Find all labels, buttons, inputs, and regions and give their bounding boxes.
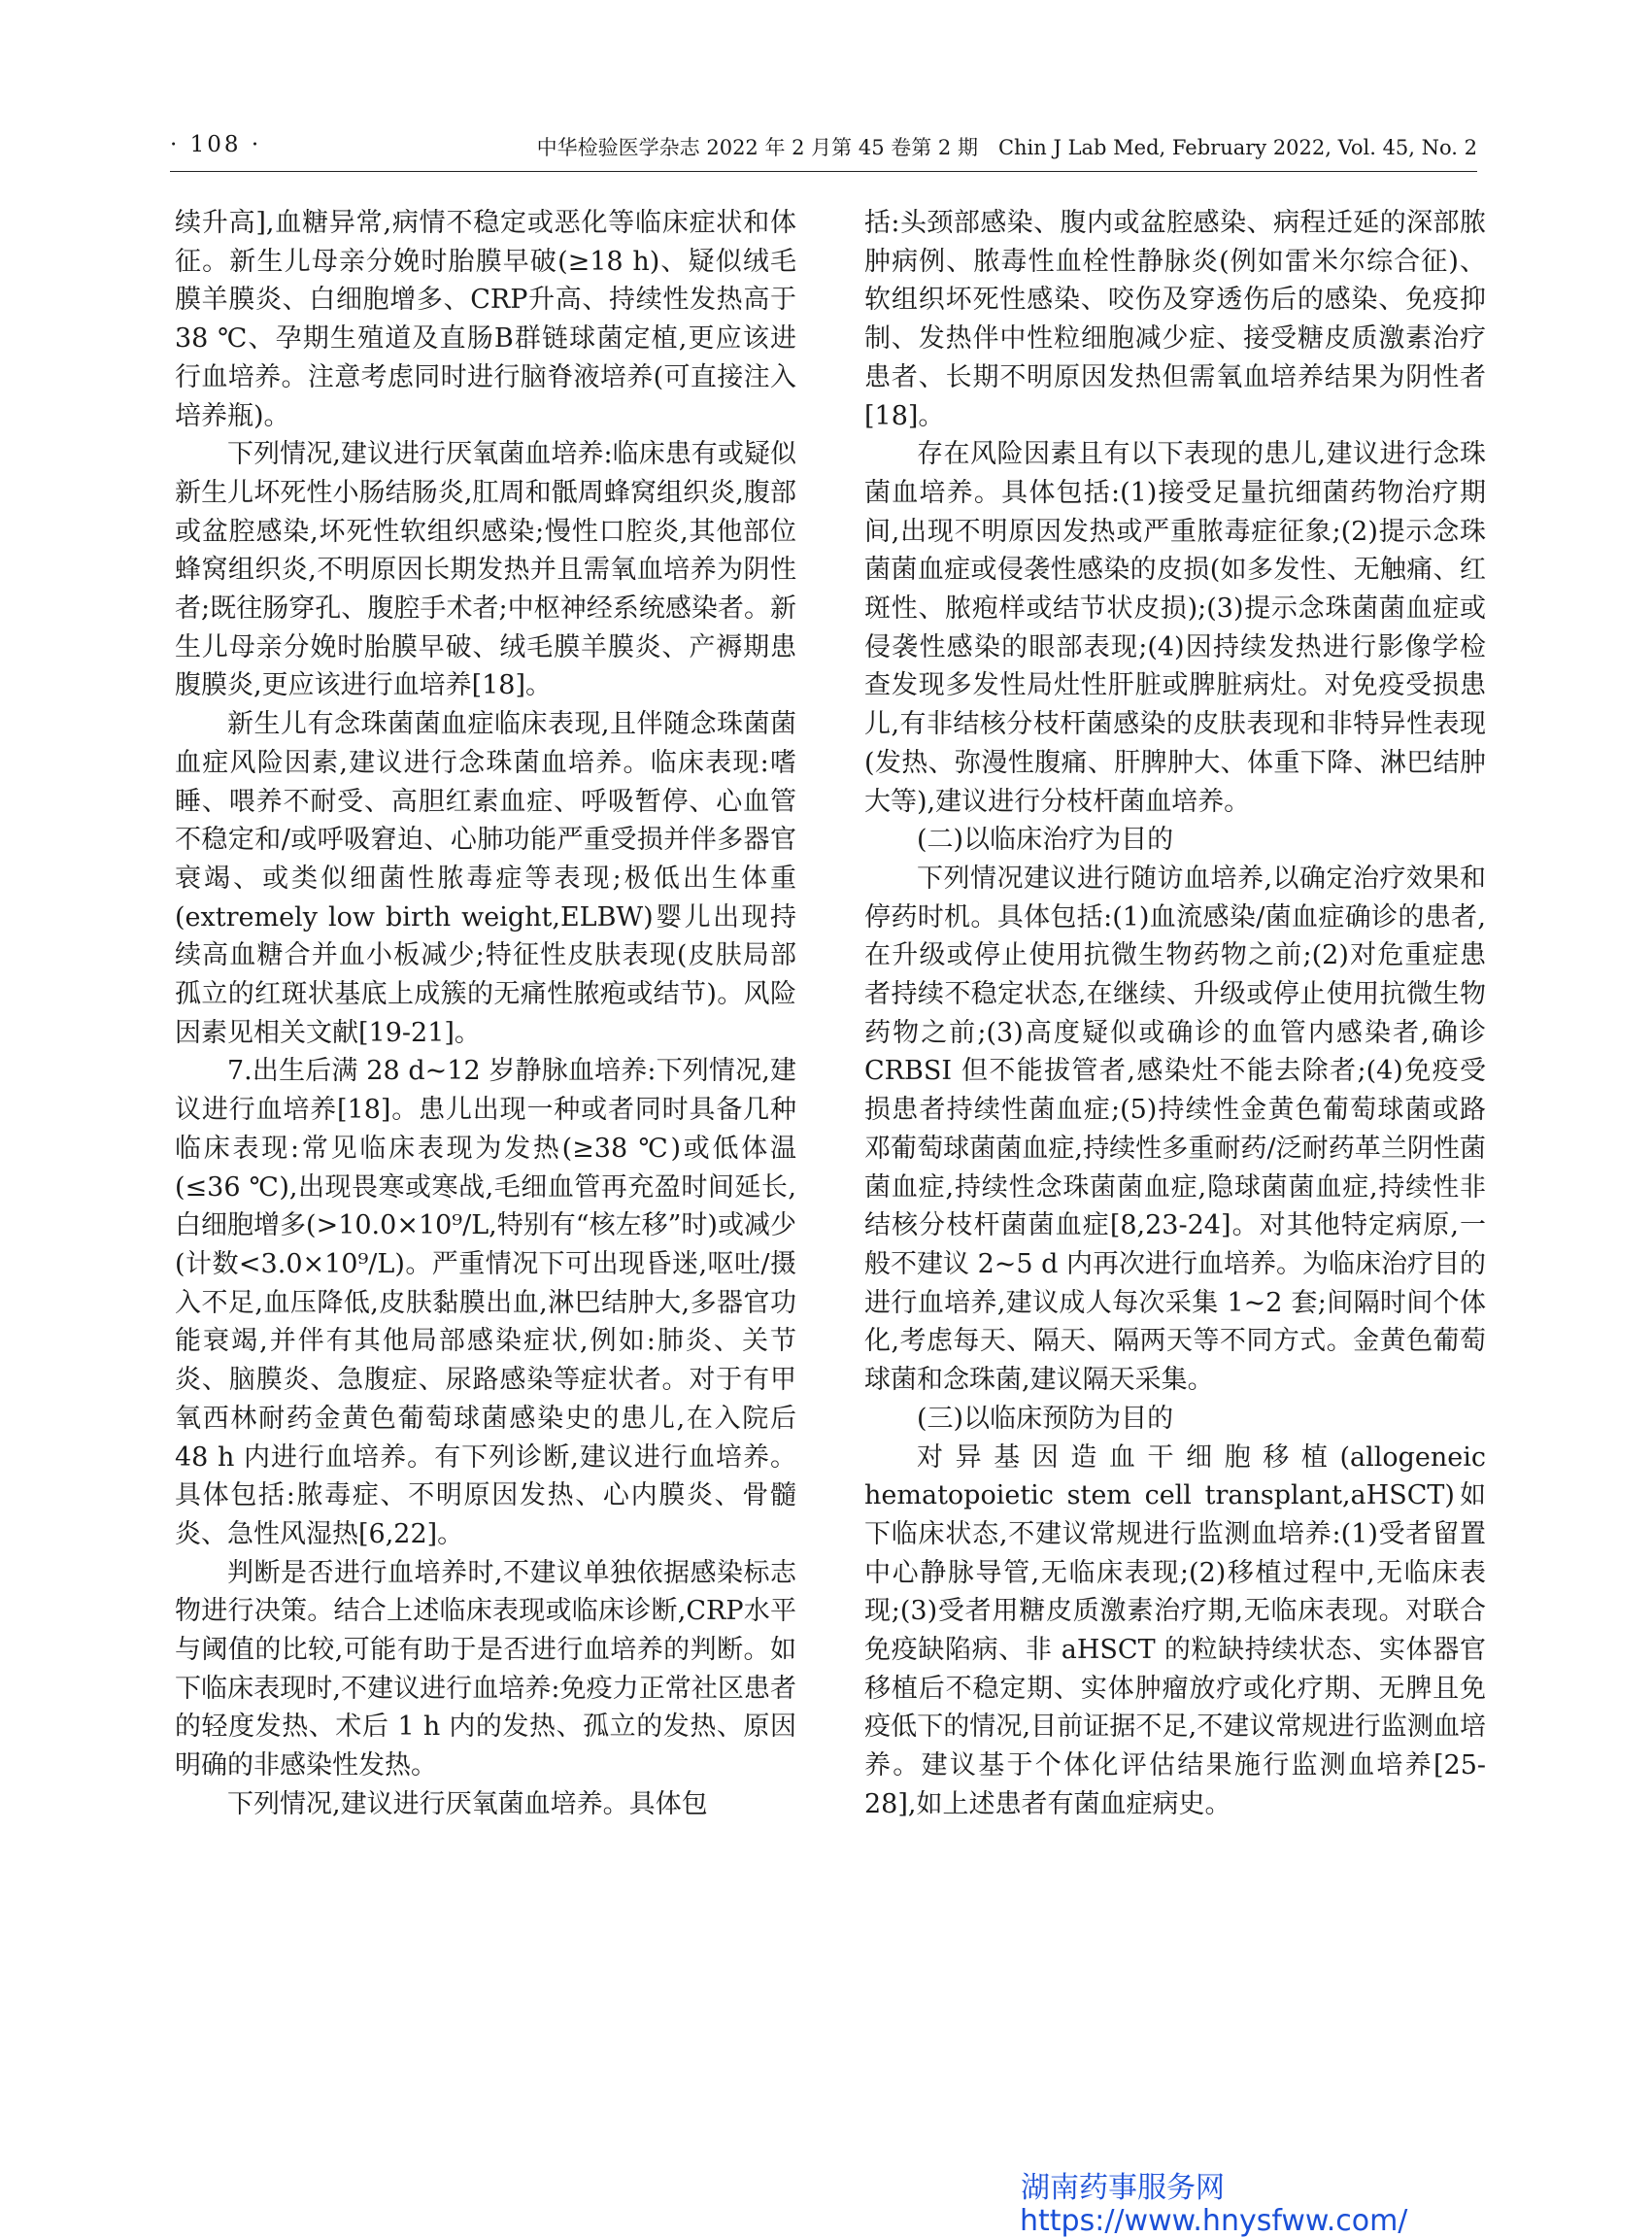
paragraph: 下列情况建议进行随访血培养,以确定治疗效果和停药时机。具体包括:(1)血流感染/菌血症确诊的患者,在升级或停止使用抗微生物药物之前;(2)对危重症患者持续不稳定状态,在继续、升级或停止使用抗微生物药物之前;(3)高度疑似或确诊的血管内感染者,确诊 CRBSI 但不能拔管者,感染灶不能去除者;(4)免疫受损患者持续性菌血症;(5)持续性金黄色葡萄球菌或路邓葡萄球菌菌血症,持续性多重耐药/泛耐药革兰阴性菌菌血症,持续性念珠菌菌血症,隐球菌菌血症,持续性非结核分枝杆菌菌血症[8,23-24]。对其他特定病原,一般不建议 2~5 d 内再次进行血培养。为临床治疗目的进行血培养,建议成人每次采集 1~2 套;间隔时间个体化,考虑每天、隔天、隔两天等不同方式。金黄色葡萄球菌和念珠菌,建议隔天采集。 xyxy=(864,863,1487,1396)
watermark xyxy=(1020,2172,1407,2238)
paragraph: 括:头颈部感染、腹内或盆腔感染、病程迁延的深部脓肿病例、脓毒性血栓性静脉炎(例如雷米尔综合征)、软组织坏死性感染、咬伤及穿透伤后的感染、免疫抑制、发热伴中性粒细胞减少症、接受糖皮质激素治疗患者、长期不明原因发热但需氧血培养结果为阴性者[18]。 xyxy=(864,208,1486,431)
paragraph: 下列情况,建议进行厌氧菌血培养。具体包 xyxy=(227,1788,708,1819)
left-column xyxy=(175,204,796,1824)
page-number: · 108 · xyxy=(170,132,262,157)
section-heading: (三)以临床预防为目的 xyxy=(917,1403,1174,1434)
paragraph: 新生儿有念珠菌菌血症临床表现,且伴随念珠菌菌血症风险因素,建议进行念珠菌血培养。临床表现:嗜睡、喂养不耐受、高胆红素血症、呼吸暂停、心血管不稳定和/或呼吸窘迫、心肺功能严重受损并伴多器官衰竭、或类似细菌性脓毒症等表现;极低出生体重(extremely low birth weight,ELBW)婴儿出现持续高血糖合并血小板减少;特征性皮肤表现(皮肤局部孤立的红斑状基底上成簇的无痛性脓疱或结节)。风险因素见相关文献[19-21]。 xyxy=(175,709,796,1048)
paragraph: 下列情况,建议进行厌氧菌血培养:临床患有或疑似新生儿坏死性小肠结肠炎,肛周和骶周蜂窝组织炎,腹部或盆腔感染,坏死性软组织感染;慢性口腔炎,其他部位蜂窝组织炎,不明原因长期发热并且需氧血培养为阴性者;既往肠穿孔、腹腔手术者;中枢神经系统感染者。新生儿母亲分娩时胎膜早破、绒毛膜羊膜炎、产褥期患腹膜炎,更应该进行血培养[18]。 xyxy=(175,439,796,701)
section-heading: (二)以临床治疗为目的 xyxy=(917,825,1174,856)
watermark-site-name: 湖南药事服务网 xyxy=(1021,2171,1225,2205)
watermark-url[interactable]: https://www.hnysfww.com/ xyxy=(1020,2204,1408,2238)
paragraph: 7.出生后满 28 d~12 岁静脉血培养:下列情况,建议进行血培养[18]。患儿出现一种或者同时具备几种临床表现:常见临床表现为发热(≥38 ℃)或低体温(≤36 ℃),出现畏寒或寒战,毛细血管再充盈时间延长,白细胞增多(>10.0×10⁹/L,特别有“核左移”时)或减少(计数<3.0×10⁹/L)。严重情况下可出现昏迷,呕吐/摄入不足,血压降低,皮肤黏膜出血,淋巴结肿大,多器官功能衰竭,并伴有其他局部感染症状,例如:肺炎、关节炎、脑膜炎、急腹症、尿路感染等症状者。对于有甲氧西林耐药金黄色葡萄球菌感染史的患儿,在入院后 48 h 内进行血培养。有下列诊断,建议进行血培养。具体包括:脓毒症、不明原因发热、心内膜炎、骨髓炎、急性风湿热[6,22]。 xyxy=(175,1056,796,1549)
paragraph: 存在风险因素且有以下表现的患儿,建议进行念珠菌血培养。具体包括:(1)接受足量抗细菌药物治疗期间,出现不明原因发热或严重脓毒症征象;(2)提示念珠菌菌血症或侵袭性感染的皮损(如多发性、无触痛、红斑性、脓疱样或结节状皮损);(3)提示念珠菌菌血症或侵袭性感染的眼部表现;(4)因持续发热进行影像学检查发现多发性局灶性肝脏或脾脏病灶。对免疫受损患儿,有非结核分枝杆菌感染的皮肤表现和非特异性表现(发热、弥漫性腹痛、肝脾肿大、体重下降、淋巴结肿大等),建议进行分枝杆菌血培养。 xyxy=(864,439,1486,817)
paragraph: 对异基因造血干细胞移植(allogeneic hematopoietic stem cell transplant,aHSCT)如下临床状态,不建议常规进行监测血培养:(1)受者留置中心静脉导管,无临床表现;(2)移植过程中,无临床表现;(3)受者用糖皮质激素治疗期,无临床表现。对联合免疫缺陷病、非 aHSCT 的粒缺持续状态、实体器官移植后不稳定期、实体肿瘤放疗或化疗期、无脾且免疫低下的情况,目前证据不足,不建议常规进行监测血培养。建议基于个体化评估结果施行监测血培养[25-28],如上述患者有菌血症病史。 xyxy=(864,1441,1486,1819)
paragraph: 续升高],血糖异常,病情不稳定或恶化等临床症状和体征。新生儿母亲分娩时胎膜早破(≥18 h)、疑似绒毛膜羊膜炎、白细胞增多、CRP升高、持续性发热高于 38 ℃、孕期生殖道及直肠B群链球菌定植,更应该进行血培养。注意考虑同时进行脑脊液培养(可直接注入培养瓶)。 xyxy=(175,208,796,431)
journal-header: 中华检验医学杂志 2022 年 2 月第 45 卷第 2 期 Chin J Lab Med, February 2022, Vol. 45, No. 2 xyxy=(536,136,1477,159)
paragraph: 判断是否进行血培养时,不建议单独依据感染标志物进行决策。结合上述临床表现或临床诊断,CRP水平与阈值的比较,可能有助于是否进行血培养的判断。如下临床表现时,不建议进行血培养:免疫力正常社区患者的轻度发热、术后 1 h 内的发热、孤立的发热、原因明确的非感染性发热。 xyxy=(175,1557,796,1781)
header-rule xyxy=(170,171,1477,172)
right-column xyxy=(864,204,1486,1824)
